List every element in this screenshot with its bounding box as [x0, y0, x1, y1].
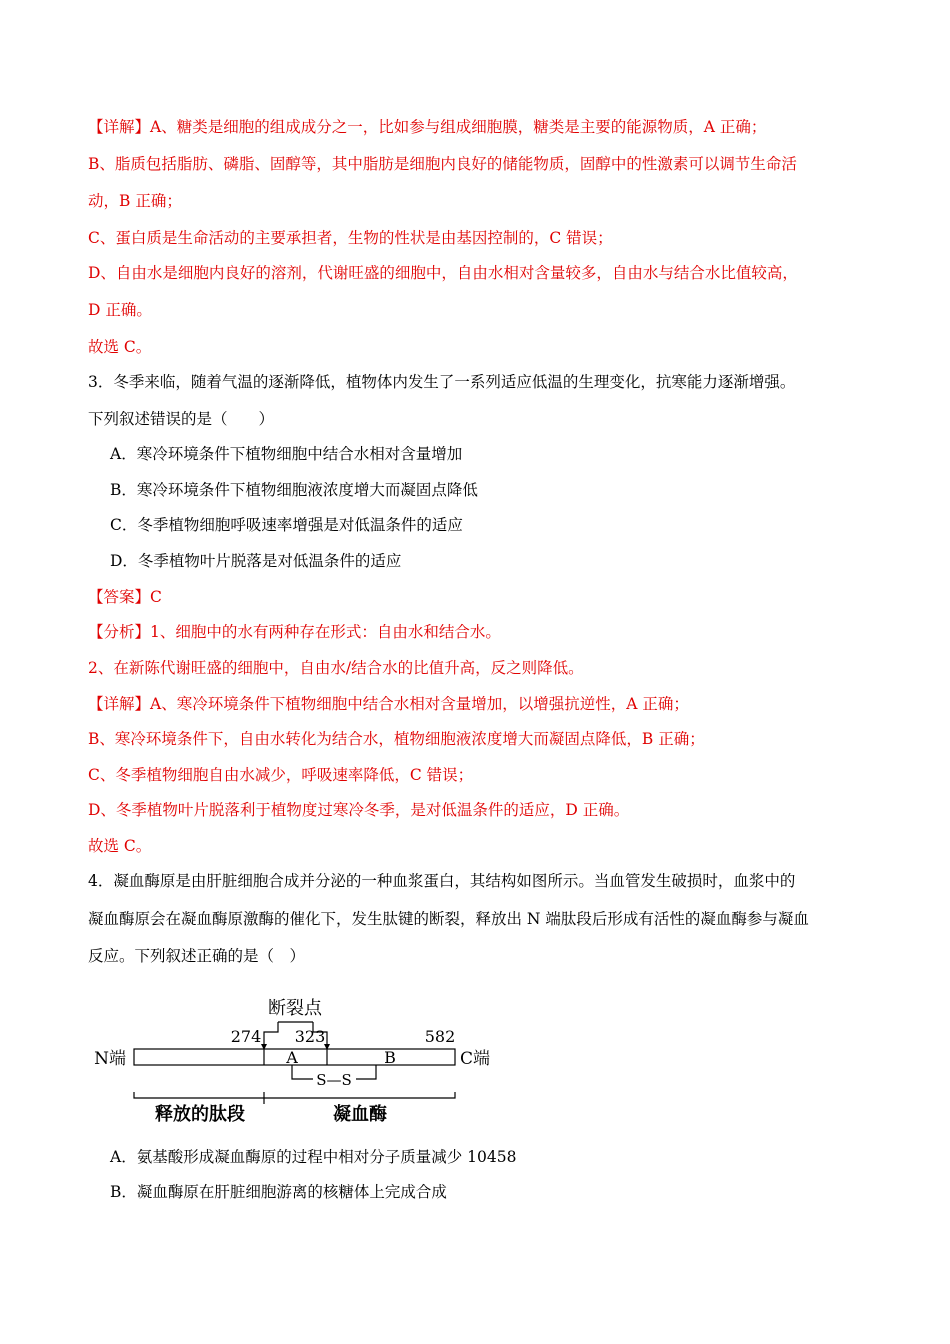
detail-3-line-d: D、冬季植物叶片脱落利于植物度过寒冷冬季，是对低温条件的适应，D 正确。: [88, 801, 630, 819]
prothrombin-structure-diagram: [88, 988, 508, 1128]
position-274: 274: [230, 1027, 262, 1046]
question-4-option-a: A．氨基酸形成凝血酶原的过程中相对分子质量减少 10458: [110, 1148, 517, 1166]
detail-1-line-c: C、蛋白质是生命活动的主要承担者，生物的性状是由基因控制的，C 错误；: [88, 229, 613, 247]
question-3-option-c: C．冬季植物细胞呼吸速率增强是对低温条件的适应: [110, 516, 463, 534]
choice-3: 故选 C。: [88, 837, 152, 855]
break-point-label: 断裂点: [268, 998, 322, 1019]
analysis-3-line-2: 2、在新陈代谢旺盛的细胞中，自由水/结合水的比值升高，反之则降低。: [88, 659, 584, 677]
thrombin-label: 凝血酶: [333, 1104, 387, 1125]
n-terminus-label: N端: [94, 1049, 126, 1069]
disulfide-bond-label: S—S: [316, 1071, 352, 1089]
answer-3: 【答案】C: [88, 588, 162, 606]
analysis-3-line-1: 【分析】1、细胞中的水有两种存在形式：自由水和结合水。: [88, 623, 501, 641]
question-4-stem-cont-1: 凝血酶原会在凝血酶原激酶的催化下，发生肽键的断裂，释放出 N 端肽段后形成有活性的凝血酶参与凝血: [88, 910, 809, 928]
chain-a-label: A: [286, 1048, 298, 1067]
question-4-option-b: B．凝血酶原在肝脏细胞游离的核糖体上完成合成: [110, 1183, 447, 1201]
chain-b-label: B: [384, 1048, 396, 1067]
detail-1-line-b-cont: 动，B 正确；: [88, 192, 182, 210]
position-323: 323: [294, 1027, 326, 1046]
detail-3-line-b: B、寒冷环境条件下，自由水转化为结合水，植物细胞液浓度增大而凝固点降低，B 正确；: [88, 730, 705, 748]
question-3-option-d: D．冬季植物叶片脱落是对低温条件的适应: [110, 552, 402, 570]
detail-3-line-c: C、冬季植物细胞自由水减少，呼吸速率降低，C 错误；: [88, 766, 474, 784]
question-3-stem: 3．冬季来临，随着气温的逐渐降低，植物体内发生了一系列适应低温的生理变化，抗寒能力逐渐增强。: [88, 373, 796, 391]
question-3-stem-cont: 下列叙述错误的是（ ）: [88, 410, 275, 428]
detail-1-line-b: B、脂质包括脂肪、磷脂、固醇等，其中脂肪是细胞内良好的储能物质，固醇中的性激素可以调节生命活: [88, 155, 797, 173]
detail-1-line-a: 【详解】A、糖类是细胞的组成成分之一，比如参与组成细胞膜，糖类是主要的能源物质，A 正确；: [88, 118, 767, 136]
question-4-stem-cont-2: 反应。下列叙述正确的是（ ）: [88, 947, 306, 965]
question-4-stem: 4．凝血酶原是由肝脏细胞合成并分泌的一种血浆蛋白，其结构如图所示。当血管发生破损时，血浆中的: [88, 872, 796, 890]
question-3-option-a: A．寒冷环境条件下植物细胞中结合水相对含量增加: [110, 445, 463, 463]
c-terminus-label: C端: [460, 1049, 491, 1069]
position-582: 582: [424, 1027, 456, 1046]
detail-1-line-d: D、自由水是细胞内良好的溶剂，代谢旺盛的细胞中，自由水相对含量较多，自由水与结合水比值较高，: [88, 264, 798, 282]
released-peptide-label: 释放的肽段: [155, 1104, 245, 1125]
detail-1-line-d-cont: D 正确。: [88, 301, 152, 319]
question-3-option-b: B．寒冷环境条件下植物细胞液浓度增大而凝固点降低: [110, 481, 478, 499]
detail-3-line-a: 【详解】A、寒冷环境条件下植物细胞中结合水相对含量增加，以增强抗逆性，A 正确；: [88, 695, 689, 713]
choice-1: 故选 C。: [88, 338, 152, 356]
